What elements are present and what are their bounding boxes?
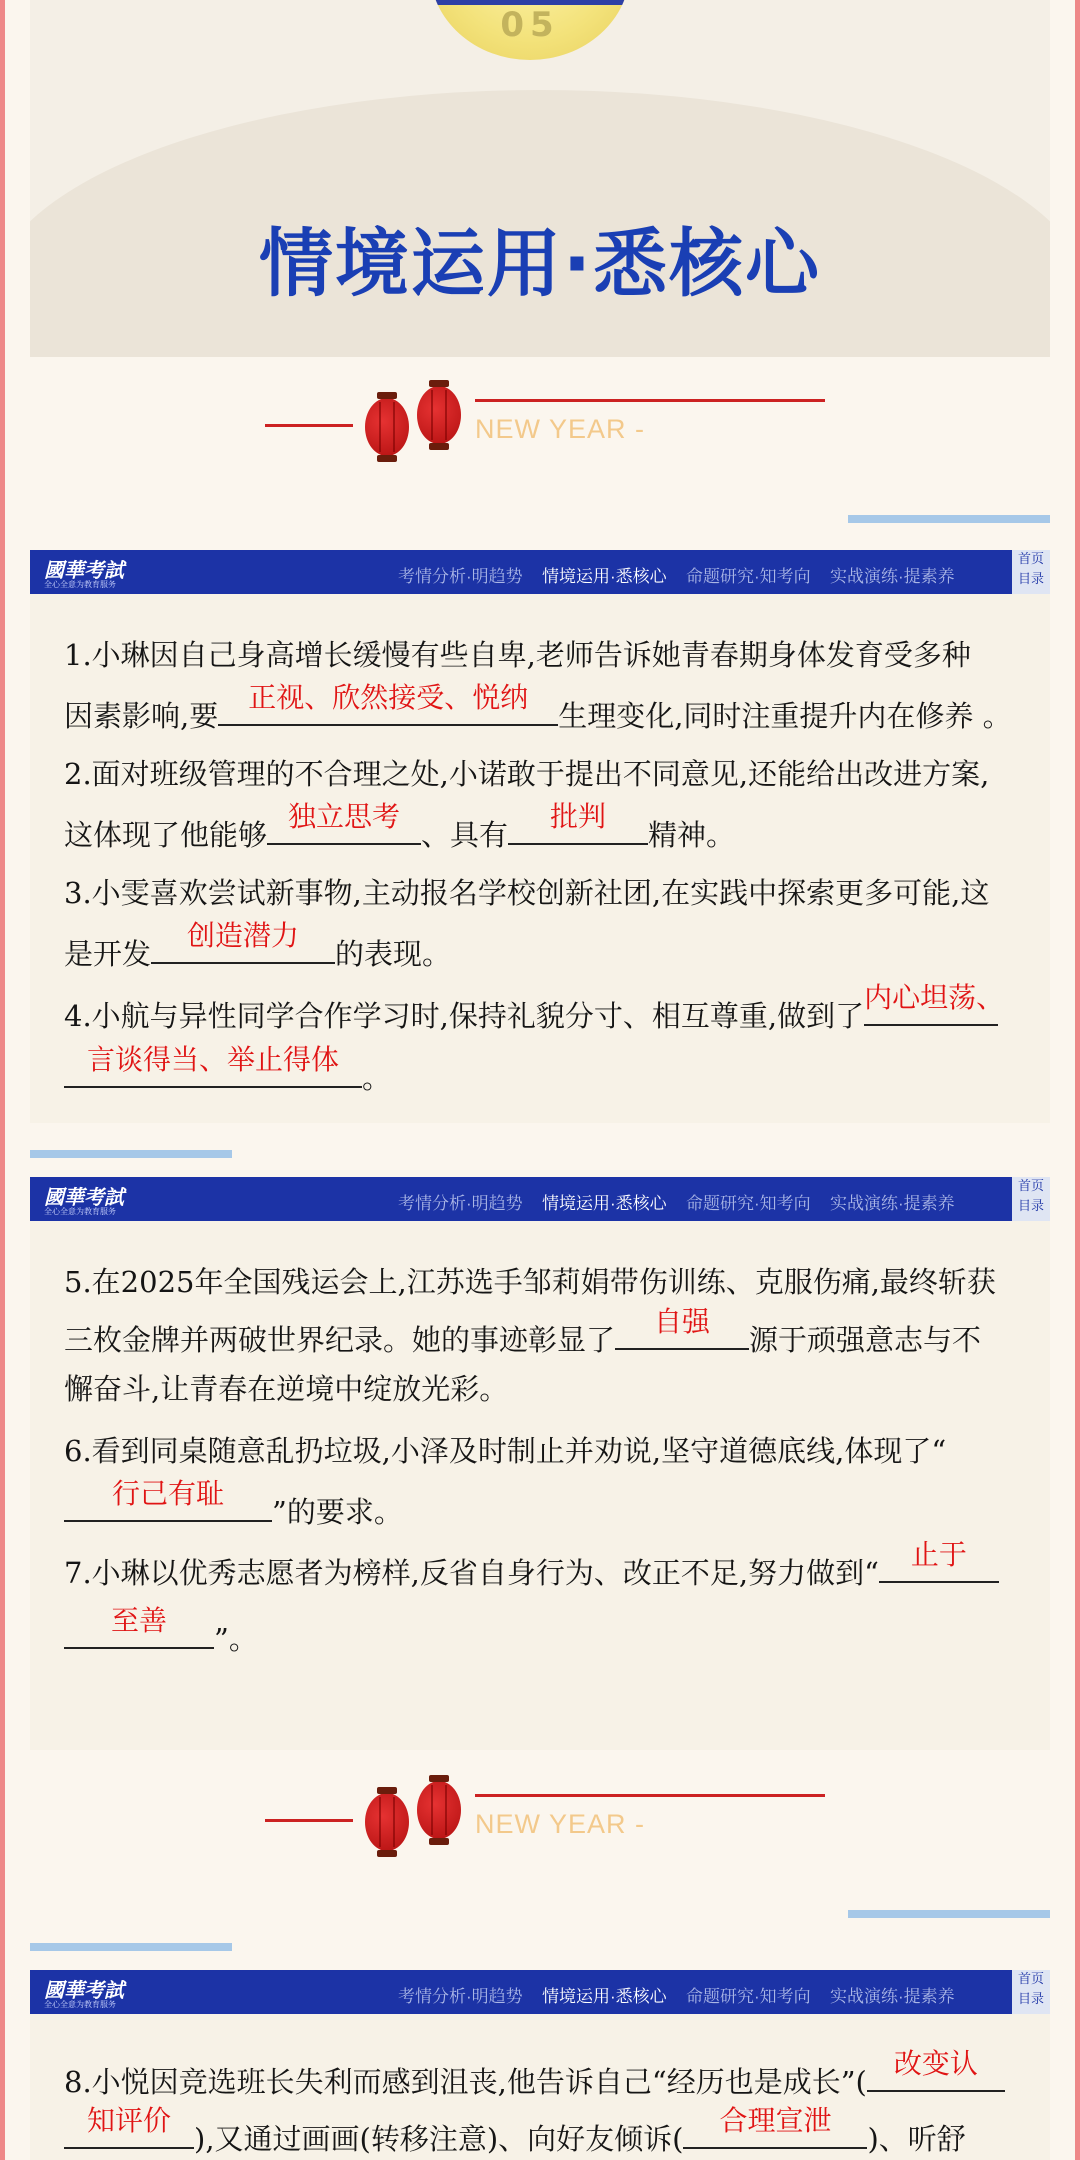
answer-blank: 批判: [508, 809, 648, 845]
nav-item-research[interactable]: 命题研究·知考向: [686, 567, 811, 586]
answer-blank: 止于: [879, 1547, 999, 1583]
answer-blank: 正视、欣然接受、悦纳: [218, 690, 558, 726]
nav-bar: [30, 550, 1050, 594]
answer-blank: 至善: [64, 1613, 214, 1649]
answer-blank: 内心坦荡、: [864, 990, 998, 1026]
nav-item-application[interactable]: 情境运用·悉核心: [542, 567, 667, 586]
decorative-bar: [30, 1150, 232, 1158]
nav-item-research[interactable]: 命题研究·知考向: [686, 1194, 811, 1213]
answer-blank: 行己有耻: [64, 1486, 272, 1522]
answer-blank: 合理宣泄: [683, 2113, 867, 2149]
q5-line1: 5.在2025年全国残运会上,江苏选手邹莉娟带伤训练、克服伤痛,最终斩获: [64, 1265, 996, 1299]
q2-line2: 这体现了他能够 独立思考 、具有 批判 精神。: [64, 800, 736, 852]
answer-blank: 创造潜力: [151, 928, 335, 964]
nav-item-analysis[interactable]: 考情分析·明趋势: [398, 567, 523, 586]
section-title: 情境运用·悉核心: [258, 221, 822, 307]
frame-left-border: [0, 0, 5, 2160]
lantern-icon: [365, 398, 409, 456]
question-panel-2: [30, 1177, 1050, 1750]
lantern-icon: [417, 386, 461, 444]
answer-blank: 言谈得当、举止得体: [64, 1052, 362, 1088]
question-panel-1: [30, 550, 1050, 1123]
nav-item-practice[interactable]: 实战演练·提素养: [830, 1194, 955, 1213]
home-menu-button[interactable]: 首页 目录: [1012, 1970, 1050, 2014]
q6-line2: 行己有耻 ”的要求。: [64, 1486, 403, 1531]
medal-number: 05: [500, 5, 560, 45]
answer-blank: 自强: [615, 1314, 749, 1350]
lantern-icon: [417, 1781, 461, 1839]
q3-line1: 3.小雯喜欢尝试新事物,主动报名学校创新社团,在实践中探索更多可能,这: [64, 876, 990, 910]
nav-item-analysis[interactable]: 考情分析·明趋势: [398, 1194, 523, 1213]
answer-blank: 知评价: [64, 2113, 194, 2149]
frame-right-border: [1075, 0, 1080, 2160]
q8-line2: 知评价 ),又通过画画(转移注意)、向好友倾诉( 合理宣泄 )、听舒: [64, 2113, 966, 2158]
medal-badge: [430, 0, 630, 60]
q7-line1: 7.小琳以优秀志愿者为榜样,反省自身行为、改正不足,努力做到“ 止于: [64, 1547, 999, 1592]
nav-item-practice[interactable]: 实战演练·提素养: [830, 567, 955, 586]
logo: 國華考試: [44, 1978, 124, 2002]
decorative-bar: [848, 515, 1050, 523]
logo-subtitle: 全心全意为教育服务: [44, 580, 116, 589]
q2-line1: 2.面对班级管理的不合理之处,小诺敢于提出不同意见,还能给出改进方案,: [64, 757, 990, 791]
q5-line2: 三枚金牌并两破世界纪录。她的事迹彰显了 自强 源于顽强意志与不: [64, 1305, 982, 1357]
new-year-divider: [265, 382, 825, 482]
nav-item-analysis[interactable]: 考情分析·明趋势: [398, 1987, 523, 2006]
question-panel-3: [30, 1970, 1050, 2160]
nav-item-application[interactable]: 情境运用·悉核心: [542, 1194, 667, 1213]
nav-item-research[interactable]: 命题研究·知考向: [686, 1987, 811, 2006]
decorative-bar: [848, 1910, 1050, 1918]
q1-line2: 因素影响,要 正视、欣然接受、悦纳 生理变化,同时注重提升内在修养 。: [64, 681, 1012, 733]
new-year-caption: NEW YEAR -: [475, 1809, 646, 1839]
q8-line1: 8.小悦因竞选班长失利而感到沮丧,他告诉自己“经历也是成长”( 改变认: [64, 2056, 1005, 2101]
new-year-caption: NEW YEAR -: [475, 414, 646, 444]
q7-line2: 至善 ”。: [64, 1613, 258, 1658]
q6-line1: 6.看到同桌随意乱扔垃圾,小泽及时制止并劝说,坚守道德底线,体现了“: [64, 1434, 947, 1468]
home-menu-button[interactable]: 首页 目录: [1012, 550, 1050, 594]
home-menu-button[interactable]: 首页 目录: [1012, 1177, 1050, 1221]
decorative-bar: [30, 1943, 232, 1951]
answer-blank: 改变认: [867, 2056, 1005, 2092]
q4-line2: 言谈得当、举止得体 。: [64, 1052, 391, 1097]
q3-line2: 是开发 创造潜力 的表现。: [64, 919, 452, 971]
lantern-icon: [365, 1793, 409, 1851]
nav-item-practice[interactable]: 实战演练·提素养: [830, 1987, 955, 2006]
nav-bar: [30, 1177, 1050, 1221]
logo-subtitle: 全心全意为教育服务: [44, 2000, 116, 2009]
new-year-divider: [265, 1777, 825, 1877]
q4-line1: 4.小航与异性同学合作学习时,保持礼貌分寸、相互尊重,做到了 内心坦荡、: [64, 981, 1005, 1033]
logo-subtitle: 全心全意为教育服务: [44, 1207, 116, 1216]
q5-line3: 懈奋斗,让青春在逆境中绽放光彩。: [64, 1372, 509, 1406]
nav-item-application[interactable]: 情境运用·悉核心: [542, 1987, 667, 2006]
logo: 國華考試: [44, 1185, 124, 1209]
nav-bar: [30, 1970, 1050, 2014]
answer-blank: 独立思考: [267, 809, 421, 845]
logo: 國華考試: [44, 558, 124, 582]
q1-line1: 1.小琳因自己身高增长缓慢有些自卑,老师告诉她青春期身体发育受多种: [64, 638, 971, 672]
section-header: [30, 0, 1050, 357]
